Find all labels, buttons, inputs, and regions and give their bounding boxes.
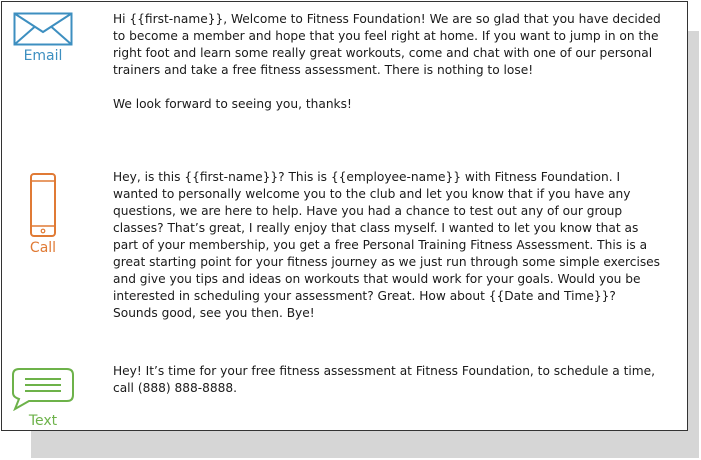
phone-icon: [2, 172, 84, 238]
text-message: [113, 363, 661, 397]
chat-bubble-icon: [2, 367, 84, 411]
email-template-row: [2, 2, 687, 122]
call-channel: [2, 172, 84, 256]
text-channel: [2, 367, 84, 429]
text-template-row: [2, 347, 687, 432]
email-label: Email: [23, 48, 63, 64]
call-template-row: [2, 152, 687, 352]
call-label: Call: [29, 240, 57, 256]
email-paragraph-1: Hi {{first-name}}, Welcome to Fitness Foundation! We are so glad that you have decided to become a member and hope that you feel right at home. If you want to jump in on the right foot and learn some really great workouts, come and chat with one of our personal trainers and take a free fitness assessment. There is nothing to lose!: [113, 12, 661, 77]
email-message: [113, 11, 661, 113]
call-paragraph-1: Hey, is this {{first-name}}? This is {{employee-name}} with Fitness Foundation. I wanted to personally welcome you to the club and let you know that if you have any questions, we are here to help. Have you had a chance to test out any of our group classes? That’s great, I really enjoy that class myself. I wanted to let you know that as part of your membership, you get a free Personal Training Fitness Assessment. This is a great starting point for your fitness journey as we just run through some simple exercises and give you tips and ideas on workouts that would work for your goals. Would you be interested in scheduling your assessment? Great. How about {{Date and Time}}? Sounds good, see you then. Bye!: [113, 170, 661, 320]
email-channel: [2, 12, 84, 64]
text-paragraph-1: Hey! It’s time for your free fitness assessment at Fitness Foundation, to schedule a time, call (888) 888-8888.: [113, 364, 656, 395]
email-paragraph-2: We look forward to seeing you, thanks!: [113, 97, 352, 111]
text-label: Text: [28, 413, 58, 429]
message-templates-card: [1, 1, 688, 431]
call-script: [113, 169, 661, 322]
envelope-icon: [2, 12, 84, 46]
